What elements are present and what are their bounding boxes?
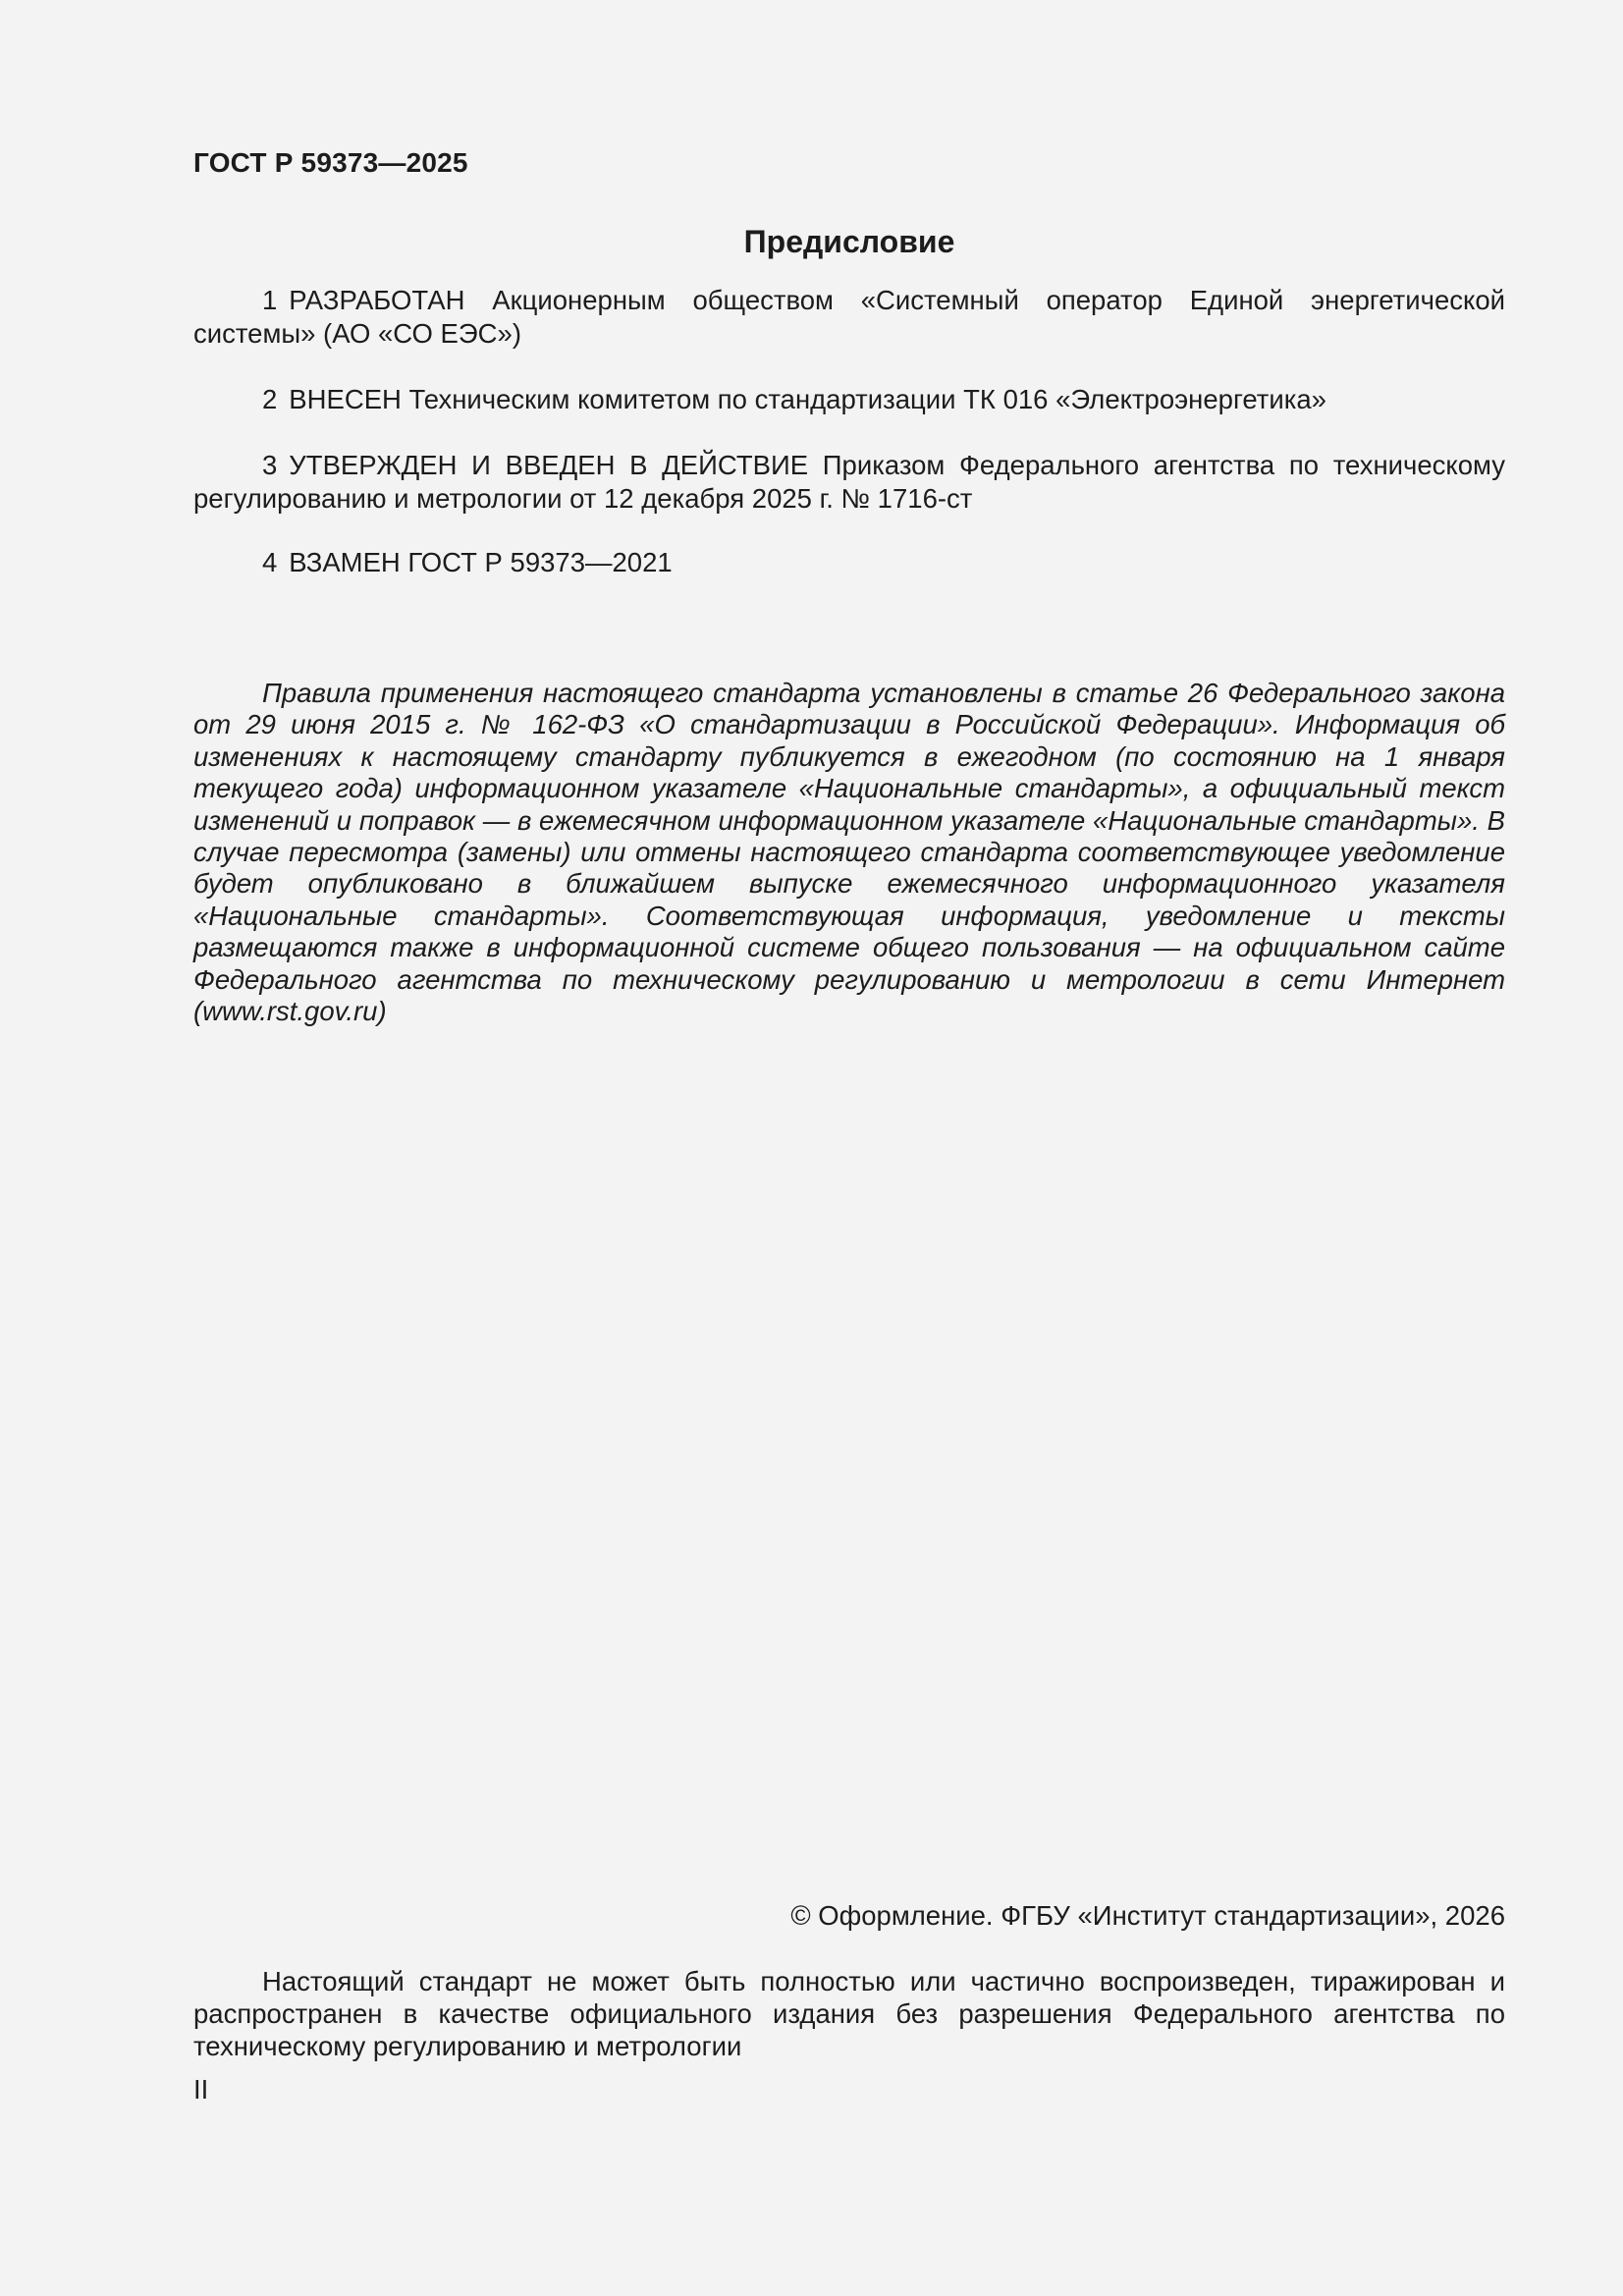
item-number: 2 [262,384,278,414]
item-text: РАЗРАБОТАН Акционерным обществом «Системный оператор Единой энергетической системы» (АО «СО ЕЭС») [193,285,1505,349]
rules-text: Правила применения настоящего стандарта установлены в статье 26 Федерального закона от 29 июня 2015 г. № 162-ФЗ «О стандартизации в Российской Федерации». Информация об изменениях к настоящему стандарту публикуется в ежегодном (по состоянию на 1 января текущего года) информационном указателе «Национальные стандарты», а официальный текст изменений и поправок — в ежемесячном информационном указателе «Национальные стандарты». В случае пересмотра (замены) или отмены настоящего стандарта соответствующее уведомление будет опубликовано в ближайшем выпуске ежемесячного информационного указателя «Национальные стандарты». Соответствующая информация, уведомление и тексты размещаются также в информационной системе общего пользования — на официальном сайте Федерального агентства по техническому регулированию и метрологии в сети Интернет (www.rst.gov.ru) [193,678,1505,1027]
reproduction-notice [193,1965,1505,2062]
item-number: 1 [262,285,278,315]
foreword-item-2 [193,383,1505,416]
page-number: II [193,2074,209,2105]
document-code: ГОСТ Р 59373—2025 [193,147,468,178]
foreword-item-1 [193,284,1505,351]
item-number: 4 [262,547,278,577]
item-text: ВЗАМЕН ГОСТ Р 59373—2021 [289,547,673,577]
application-rules-paragraph [193,678,1505,1027]
item-text: УТВЕРЖДЕН И ВВЕДЕН В ДЕЙСТВИЕ Приказом Федерального агентства по техническому регулированию и метрологии от 12 декабря 2025 г. № 1716-ст [193,450,1505,514]
copyright-line: © Оформление. ФГБУ «Институт стандартизации», 2026 [790,1900,1505,1931]
foreword-item-3 [193,449,1505,516]
notice-text: Настоящий стандарт не может быть полностью или частично воспроизведен, тиражирован и распространен в качестве официального издания без разрешения Федерального агентства по техническому регулированию и метрологии [193,1966,1505,2061]
foreword-title: Предисловие [743,224,955,259]
item-text: ВНЕСЕН Техническим комитетом по стандартизации ТК 016 «Электроэнергетика» [289,384,1326,414]
foreword-item-4 [193,546,1505,579]
item-number: 3 [262,450,278,480]
